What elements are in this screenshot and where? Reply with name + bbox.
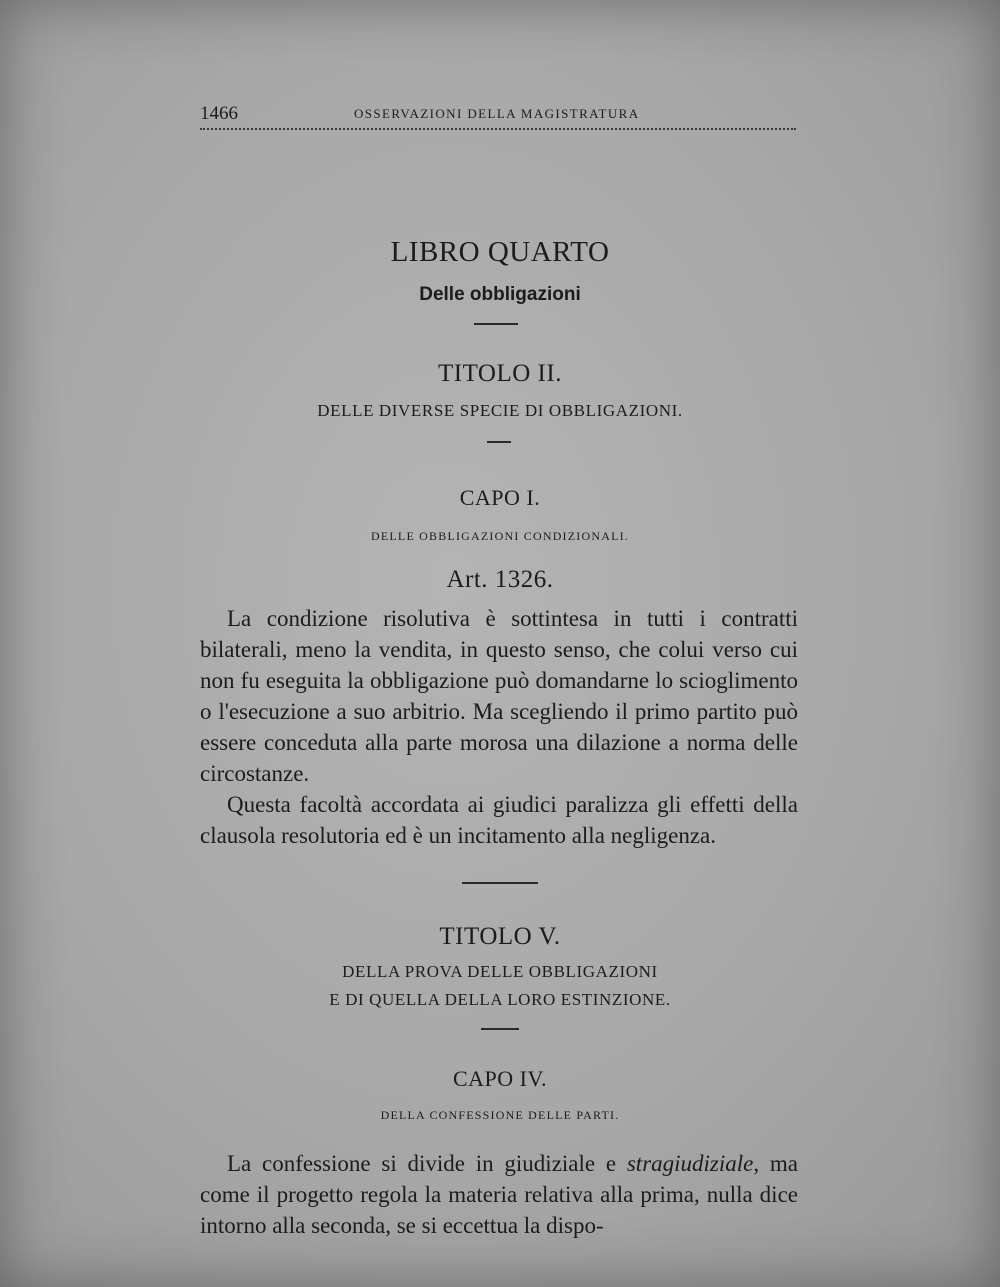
divider-rule — [474, 323, 518, 325]
article-heading: Art. 1326. — [446, 566, 554, 593]
final-text-italic: stragiudiziale — [626, 1151, 754, 1176]
titolo-2-subheading: DELLE DIVERSE SPECIE DI OBBLIGAZIONI. — [317, 401, 683, 420]
article-paragraph-2: Questa facoltà accordata ai giudici paralizza gli effetti della clausola resolutoria ed è un incitamento alla negligenza. — [200, 792, 798, 848]
capo-4-heading: CAPO IV. — [452, 1066, 548, 1091]
article-text — [200, 603, 798, 851]
page-number: 1466 — [200, 103, 238, 124]
titolo-5-subheading-line-2: E DI QUELLA DELLA LORO ESTINZIONE. — [329, 990, 671, 1009]
final-text-start: La confessione si divide in giudiziale e — [227, 1151, 627, 1176]
titolo-5-subheading-line-1: DELLA PROVA DELLE OBBLIGAZIONI — [342, 962, 658, 981]
titolo-2-heading: TITOLO II. — [438, 360, 562, 387]
running-head — [200, 103, 796, 129]
article-paragraph-1: La condizione risolutiva è sottintesa in tutti i contratti bilaterali, meno la vendita, in questo senso, che colui verso cui non fu eseguita la obbligazione può domandarne lo scioglimento o l'esecuzione a suo arbitrio. Ma scegliendo il primo partito può essere conceduta alla parte morosa una dilazione a norma delle circostanze. — [200, 606, 798, 786]
titolo-5-heading: TITOLO V. — [439, 923, 561, 950]
capo-1-heading: CAPO I. — [459, 485, 541, 510]
final-text-end: , ma come il progetto regola la materia relativa alla prima, nulla dice intorno alla seconda, se si eccettua la dispo- — [200, 1151, 798, 1238]
final-paragraph-text — [200, 1148, 798, 1241]
header-dotted-rule — [200, 128, 796, 130]
section-divider-rule — [462, 882, 538, 884]
divider-rule — [487, 441, 511, 443]
divider-rule — [481, 1028, 519, 1030]
capo-1-subheading: DELLE OBBLIGAZIONI CONDIZIONALI. — [370, 529, 630, 543]
running-title: OSSERVAZIONI DELLA MAGISTRATURA — [354, 106, 640, 121]
libro-title: LIBRO QUARTO — [390, 236, 610, 268]
capo-4-subheading: DELLA CONFESSIONE DELLE PARTI. — [380, 1108, 620, 1122]
final-paragraph — [200, 1148, 798, 1241]
libro-subtitle: Delle obbligazioni — [419, 284, 581, 305]
